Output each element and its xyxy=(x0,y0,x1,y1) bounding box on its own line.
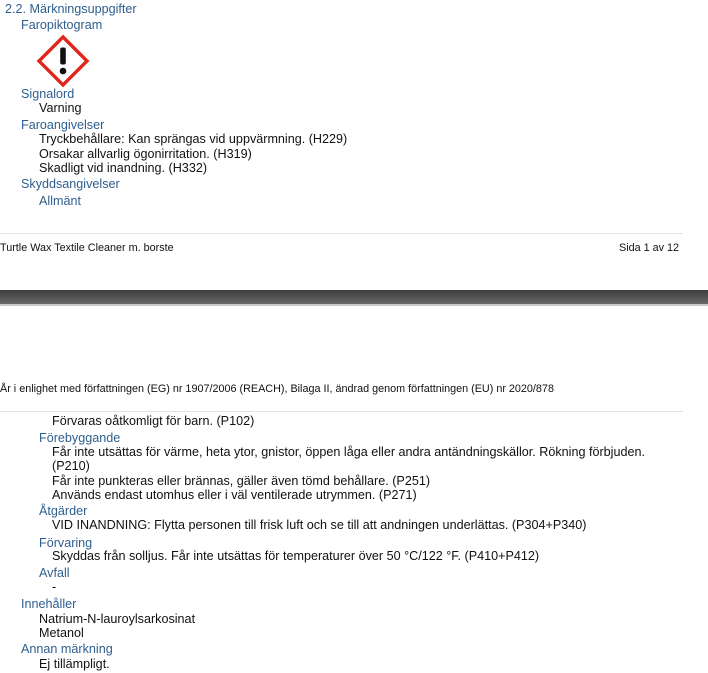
prevention-label: Förebyggande xyxy=(39,431,121,445)
hazard-statement-h319: Orsakar allvarlig ögonirritation. (H319) xyxy=(39,147,252,161)
prevention-statement-p210: Får inte utsättas för värme, heta ytor, gnistor, öppen låga eller andra antändningskällor. Rökning förbjuden. xyxy=(52,445,645,459)
hazard-statement-h332: Skadligt vid inandning. (H332) xyxy=(39,161,208,175)
section-heading: 2.2. Märkningsuppgifter xyxy=(5,2,137,16)
response-statement-p304-p340: VID INANDNING: Flytta personen till frisk luft och se till att andningen underlättas. (P304+P340) xyxy=(52,518,587,532)
page-header-regulation: År i enlighet med författningen (EG) nr 1907/2006 (REACH), Bilaga II, ändrad genom författningen (EU) nr 2020/878 xyxy=(0,383,554,395)
prevention-statement-p271: Används endast utomhus eller i väl ventilerade utrymmen. (P271) xyxy=(52,488,417,502)
header-divider xyxy=(0,411,683,412)
response-label: Åtgärder xyxy=(39,504,88,518)
precautionary-statements-label: Skyddsangivelser xyxy=(21,177,120,191)
prevention-statement-p210-code: (P210) xyxy=(52,459,90,473)
footer-product-name: Turtle Wax Textile Cleaner m. borste xyxy=(0,242,174,254)
other-labelling-value: Ej tillämpligt. xyxy=(39,657,110,671)
footer-page-number: Sida 1 av 12 xyxy=(619,242,680,254)
contains-label: Innehåller xyxy=(21,597,77,611)
signal-word-value: Varning xyxy=(39,101,82,115)
prevention-statement-p251: Får inte punkteras eller brännas, gäller även tömd behållare. (P251) xyxy=(52,474,431,488)
footer-divider xyxy=(0,233,683,234)
storage-label: Förvaring xyxy=(39,536,93,550)
hazard-statement-h229: Tryckbehållare: Kan sprängas vid uppvärmning. (H229) xyxy=(39,132,348,146)
general-statement-p102: Förvaras oåtkomligt för barn. (P102) xyxy=(52,414,255,428)
pictogram-label: Faropiktogram xyxy=(21,18,103,32)
ghs07-exclamation-mark-icon xyxy=(36,34,90,88)
storage-statement-p410-p412: Skyddas från solljus. Får inte utsättas för temperaturer över 50 °C/122 °F. (P410+P412) xyxy=(52,549,540,563)
disposal-value: - xyxy=(52,580,57,594)
disposal-label: Avfall xyxy=(39,566,70,580)
other-labelling-label: Annan märkning xyxy=(21,642,113,656)
precautionary-general-label: Allmänt xyxy=(39,194,81,208)
hazard-statements-label: Faroangivelser xyxy=(21,118,105,132)
contains-item-2: Metanol xyxy=(39,626,84,640)
page-separator xyxy=(0,290,708,304)
signal-word-label: Signalord xyxy=(21,87,75,101)
contains-item-1: Natrium-N-lauroylsarkosinat xyxy=(39,612,196,626)
